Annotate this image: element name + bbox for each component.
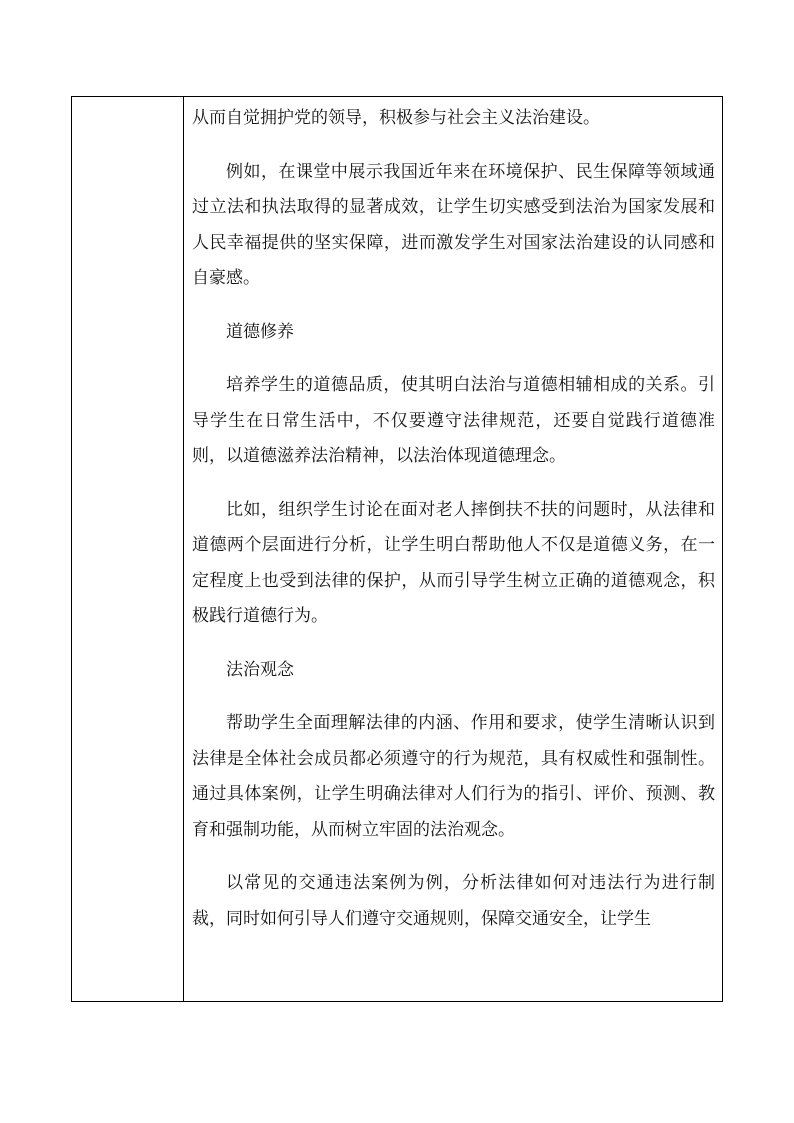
section-heading-law-concept: 法治观念 bbox=[226, 659, 294, 680]
paragraph-moral-cultivation: 培养学生的道德品质，使其明白法治与道德相辅相成的关系。引导学生在日常生活中，不仅要遵守法律规范，还要自觉践行道德准则，以道德滋养法治精神，以法治体现道德理念。 bbox=[192, 375, 715, 466]
content-table bbox=[71, 96, 723, 1002]
paragraph-example-environment: 例如，在课堂中展示我国近年来在环境保护、民生保障等领域通过立法和执法取得的显著成效，让学生切实感受到法治为国家发展和人民幸福提供的坚实保障，进而激发学生对国家法治建设的认同感和自豪感。 bbox=[192, 161, 715, 288]
paragraph-law-understanding: 帮助学生全面理解法律的内涵、作用和要求，使学生清晰认识到法律是全体社会成员都必须遵守的行为规范，具有权威性和强制性。通过具体案例，让学生明确法律对人们行为的指引、评价、预测、教育和强制功能，从而树立牢固的法治观念。 bbox=[192, 713, 715, 840]
section-heading-moral: 道德修养 bbox=[226, 321, 294, 342]
right-column-cell bbox=[184, 97, 722, 1001]
paragraph-continuation: 从而自觉拥护党的领导，积极参与社会主义法治建设。 bbox=[192, 108, 600, 128]
paragraph-example-traffic: 以常见的交通违法案例为例，分析法律如何对违法行为进行制裁，同时如何引导人们遵守交通规则，保障交通安全，让学生 bbox=[192, 873, 715, 929]
paragraph-example-elderly: 比如，组织学生讨论在面对老人摔倒扶不扶的问题时，从法律和道德两个层面进行分析，让学生明白帮助他人不仅是道德义务，在一定程度上也受到法律的保护，从而引导学生树立正确的道德观念，积极践行道德行为。 bbox=[192, 499, 715, 626]
left-column-cell bbox=[72, 97, 184, 1001]
